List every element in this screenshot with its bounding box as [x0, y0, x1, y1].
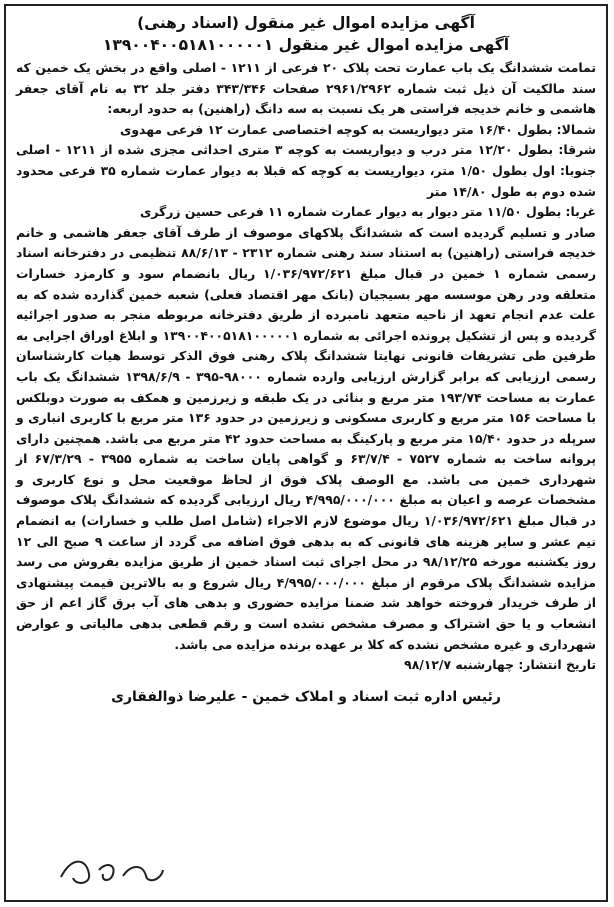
paragraph-east-south: شرقا: بطول ۱۲/۲۰ متر درب و دیواریست به کوچه ۳ متری احداثی مجزی شده از ۱۲۱۱ - اصلی جنوبا: اول بطول ۱/۵۰ متر، دیواریست به کوچه که قبلا به دیوار عمارت شماره ۳۵ فرعی محدود شده دوم به طول ۱۴/۸۰ متر — [16, 142, 596, 199]
handwritten-mark-icon — [51, 852, 171, 892]
notice-body — [16, 58, 596, 655]
notice-title-1: آگهی مزایده اموال غیر منقول (اسناد رهنی) — [137, 14, 475, 32]
publication-date: تاریخ انتشار: چهارشنبه ۹۸/۱۲/۷ — [404, 657, 596, 673]
notice-title-2: آگهی مزایده اموال غیر منقول ۱۳۹۰۰۴۰۰۵۱۸۱۰۰۰۰۰۱ — [102, 36, 510, 54]
notice-frame — [4, 4, 608, 902]
paragraph-north: شمالا: بطول ۱۶/۴۰ متر دیواریست به کوچه اختصاصی عمارت ۱۲ فرعی مهدوی — [119, 121, 596, 137]
signature-line: رئیس اداره ثبت اسناد و املاک خمین - علیرضا ذوالفقاری — [111, 688, 501, 705]
paragraph-property: تمامت ششدانگ یک باب عمارت تحت پلاک ۲۰ فرعی از ۱۲۱۱ - اصلی واقع در بخش یک خمین که سند مالکیت آن ذیل ثبت شماره ۲۹۶۱/۲۹۶۲ صفحات ۳۴۳/۳۴۶ دفتر جلد ۳۲ به نام آقای جعفر هاشمی و خانم خدیجه فراستی هر یک نسبت به سه دانگ (راهنین) به حدود اربعه: — [16, 60, 596, 117]
paragraph-details: صادر و تسلیم گردیده است که ششدانگ پلاکهای موصوف از طرف آقای جعفر هاشمی و خانم خدیجه فراستی (راهنین) به استناد سند رهنی شماره ۲۳۱۲ - ۸۸/۶/۱۳ تنظیمی در دفترخانه اسناد رسمی شماره ۱ خمین در قبال مبلغ ۱/۰۳۶/۹۷۲/۶۲۱ ریال بانضمام سود و کارمزد خسارات متعلقه ودر رهن موسسه مهر بسیجیان (بانک مهر اقتصاد فعلی) شعبه خمین گذارده شده که به علت عدم انجام تعهد از ناحیه متعهد نامبرده از طریق دفترخانه مربوطه منجر به صدور اجرائیه گردیده و پس از تشکیل پرونده اجرائی به شماره ۱۳۹۰۰۴۰۰۵۱۸۱۰۰۰۰۰۱ و ابلاغ اوراق اجرایی به طرفین طی تشریفات قانونی نهایتا ششدانگ پلاک رهنی فوق الذکر توسط هیات کارشناسان رسمی ارزیابی که برابر گزارش ارزیابی وارده شماره ۹۸۰۰۰-۳۹۵ - ۱۳۹۸/۶/۹ ششدانگ یک باب عمارت به مساحت ۱۹۳/۷۴ متر مربع و بنائی در یک طبقه و زیرزمین و همکف به صورت دوبلکس با مساحت ۱۵۶ متر مربع و کاربری مسکونی و زیرزمین در حدود ۱۳۶ متر مربع با کاربری انباری و سرپله در حدود ۱۵/۴۰ متر مربع و پارکینگ به مساحت حدود ۴۲ متر مربع می باشد. همچنین دارای پروانه ساخت به شماره ۷۵۲۷ - ۶۳/۷/۴ و گواهی پایان ساخت به شماره ۳۹۵۵ - ۶۷/۳/۲۹ از شهرداری خمین می باشد. مع الوصف پلاک فوق از لحاظ موقعیت محل و نوع کاربری و مشخصات عرصه و اعیان به مبلغ ۴/۹۹۵/۰۰۰/۰۰۰ ریال ارزیابی گردیده که ششدانگ پلاک موصوف در قبال مبلغ ۱/۰۳۶/۹۷۲/۶۲۱ ریال موضوع لازم الاجراء (شامل اصل طلب و خسارات) به انضمام نیم عشر و سایر هزینه های قانونی که به بدهی فوق اضافه می گردد از ساعت ۹ صبح الی ۱۲ روز یکشنبه مورخه ۹۸/۱۲/۲۵ در محل اجرای ثبت اسناد خمین از طریق مزایده بفروش می رسد مزایده ششدانگ پلاک مرقوم از مبلغ ۴/۹۹۵/۰۰۰/۰۰۰ ریال شروع و به بالاترین قیمت پیشنهادی از طرف خریدار فروخته خواهد شد ضمنا مزایده حضوری و بدهی های آب برق گاز اعم از حق انشعاب و یا حق اشتراک و مصرف مشخص نشده است و رقم قطعی بدهی مالیاتی و عوارض شهرداری و غیره مشخص نشده که کلا بر عهده برنده مزایده می باشد. — [16, 224, 596, 652]
paragraph-west: غربا: بطول ۱۱/۵۰ متر دیوار به دیوار عمارت شماره ۱۱ فرعی حسین زرگری — [139, 204, 596, 220]
